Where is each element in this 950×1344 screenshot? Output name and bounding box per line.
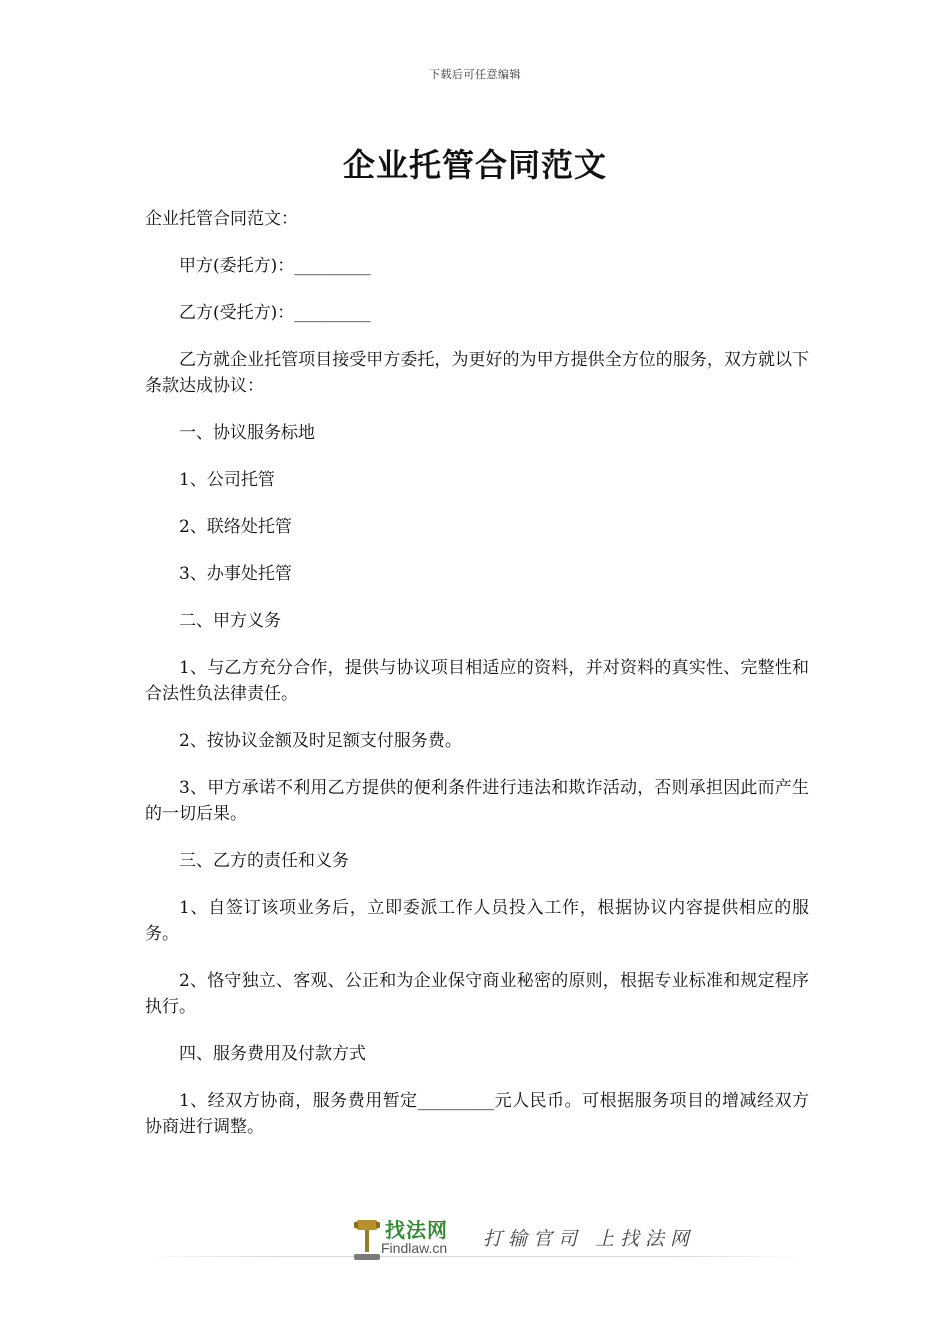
- party-a-line: 甲方(委托方)：_________: [179, 256, 371, 276]
- section-heading-2: 二、甲方义务: [179, 611, 281, 631]
- section-heading-4: 四、服务费用及付款方式: [179, 1044, 366, 1064]
- document-title: 企业托管合同范文: [342, 146, 607, 184]
- clause-1-2: 2、联络处托管: [179, 517, 292, 537]
- intro-line: 企业托管合同范文：: [145, 209, 298, 229]
- clause-2-1: 1、与乙方充分合作，提供与协议项目相适应的资料，并对资料的真实性、完整性和合法性负法律责任。: [145, 658, 809, 704]
- logo-text-cn: 找法网: [385, 1218, 448, 1242]
- clause-2-2: 2、按协议金额及时足额支付服务费。: [179, 731, 462, 751]
- logo-text-en: Findlaw.cn: [381, 1240, 448, 1256]
- clause-3-1: 1、自签订该项业务后，立即委派工作人员投入工作，根据协议内容提供相应的服务。: [145, 898, 809, 944]
- clause-3-2: 2、恪守独立、客观、公正和为企业保守商业秘密的原则，根据专业标准和规定程序执行。: [145, 971, 809, 1017]
- section-heading-1: 一、协议服务标地: [179, 423, 315, 443]
- footer-slogan: 打输官司 上找法网: [483, 1228, 696, 1250]
- footer-divider: [145, 1256, 805, 1257]
- clause-1-3: 3、办事处托管: [179, 564, 292, 584]
- clause-1-1: 1、公司托管: [179, 470, 275, 490]
- party-b-line: 乙方(受托方)：_________: [179, 303, 371, 323]
- clause-4-1: 1、经双方协商，服务费用暂定_________元人民币。可根据服务项目的增减经双方协商进行调整。: [145, 1091, 809, 1137]
- footer-logo-banner: [145, 1208, 805, 1268]
- preamble-paragraph: 乙方就企业托管项目接受甲方委托，为更好的为甲方提供全方位的服务，双方就以下条款达成协议：: [145, 350, 809, 396]
- clause-2-3: 3、甲方承诺不利用乙方提供的便利条件进行违法和欺诈活动，否则承担因此而产生的一切后果。: [145, 778, 809, 824]
- document-body: [145, 206, 809, 1161]
- header-note: 下载后可任意编辑: [429, 68, 521, 81]
- section-heading-3: 三、乙方的责任和义务: [179, 851, 349, 871]
